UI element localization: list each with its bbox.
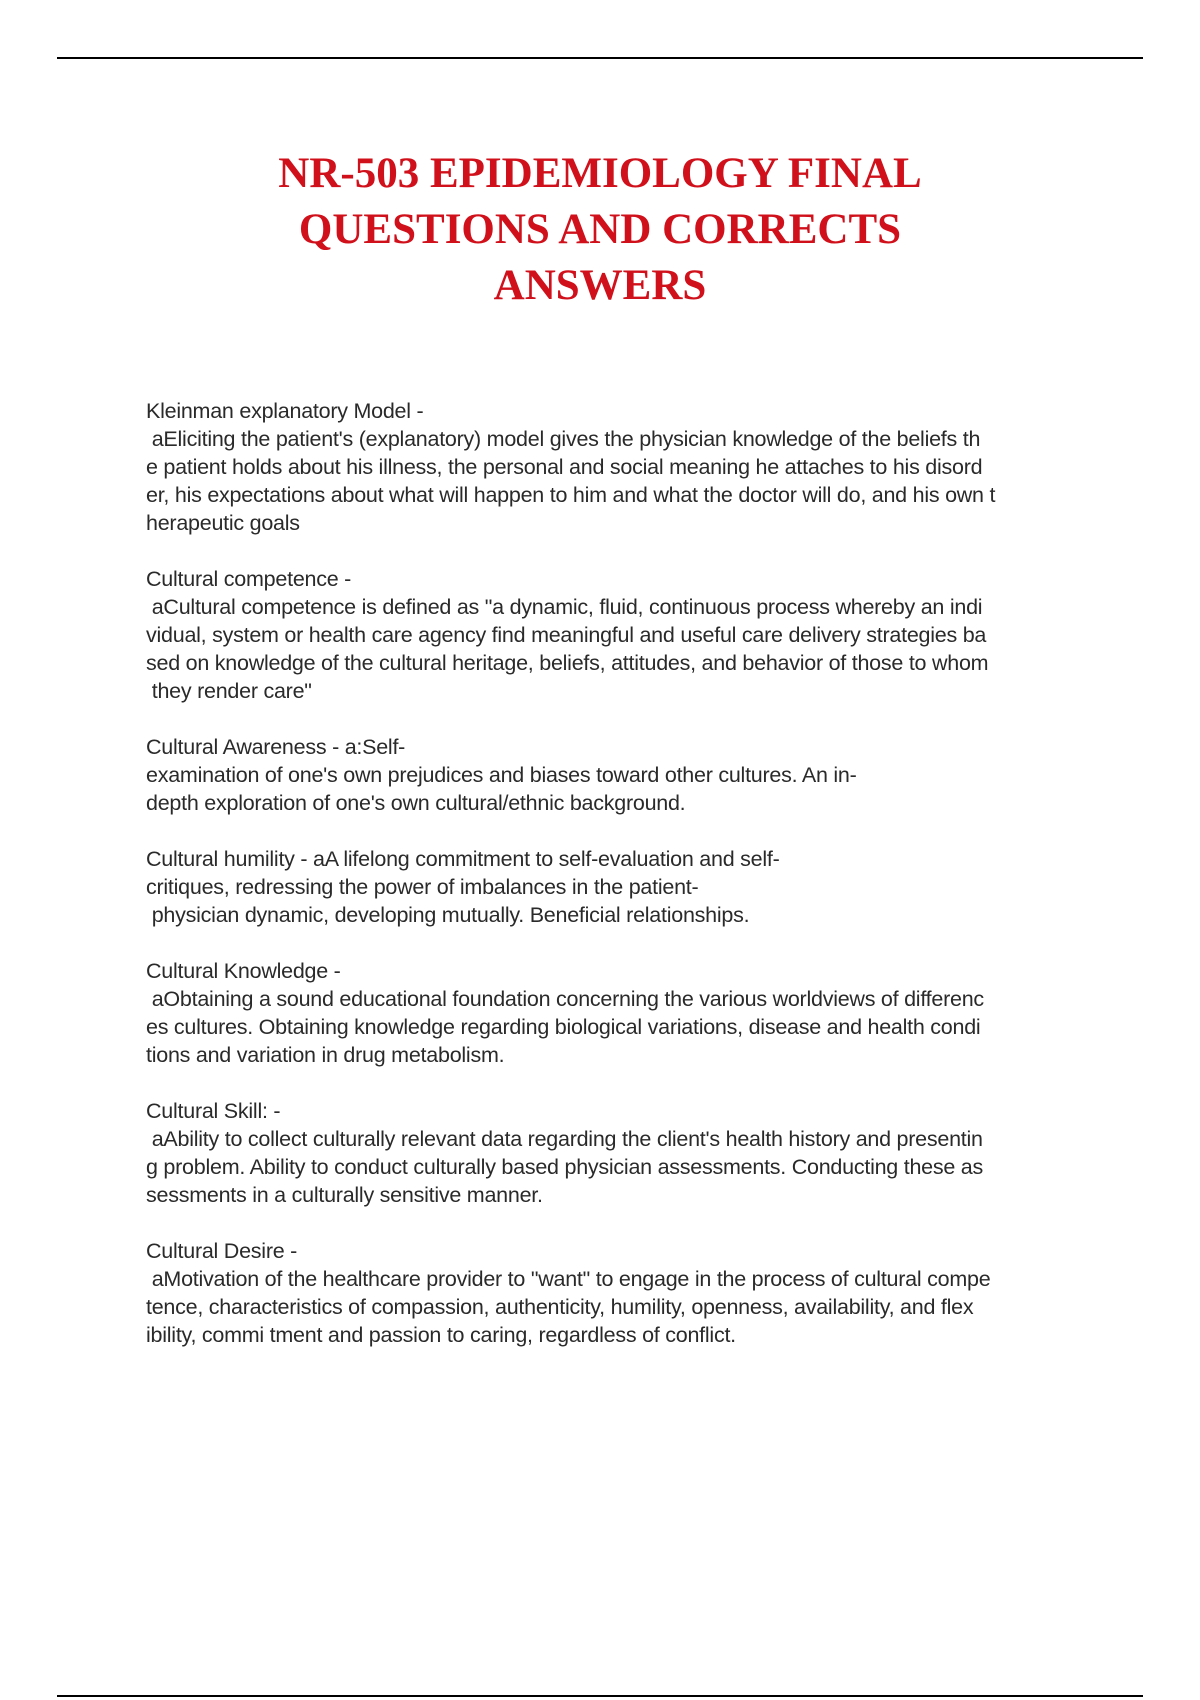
entry-text-line: sessments in a culturally sensitive manner. xyxy=(146,1183,543,1207)
title-line: ANSWERS xyxy=(493,262,707,309)
entry-text-line: physician dynamic, developing mutually. Beneficial relationships. xyxy=(146,903,750,927)
qa-list xyxy=(146,397,1096,1377)
entry-text-line: g problem. Ability to conduct culturally based physician assessments. Conducting these as xyxy=(146,1155,984,1179)
footer-rule xyxy=(57,1695,1143,1697)
entry-text-line: ibility, commi tment and passion to caring, regardless of conflict. xyxy=(146,1323,736,1347)
entry-text-line: er, his expectations about what will happen to him and what the doctor will do, and his own t xyxy=(146,483,996,507)
entry-text-line: e patient holds about his illness, the personal and social meaning he attaches to his disord xyxy=(146,455,983,479)
entry-term: Cultural competence - xyxy=(146,567,352,591)
entry-term: Cultural Desire - xyxy=(146,1239,298,1263)
header-rule xyxy=(57,57,1143,59)
title-line: QUESTIONS AND CORRECTS xyxy=(298,206,902,253)
qa-entry-cultural-knowledge xyxy=(146,957,1096,1069)
title-line: NR-503 EPIDEMIOLOGY FINAL xyxy=(278,150,922,197)
entry-text-line: herapeutic goals xyxy=(146,511,300,535)
qa-entry-cultural-humility xyxy=(146,845,1096,929)
entry-term: Cultural Knowledge - xyxy=(146,959,341,983)
entry-text-line: aAbility to collect culturally relevant data regarding the client's health history and presentin xyxy=(146,1127,983,1151)
entry-text-line: depth exploration of one's own cultural/ethnic background. xyxy=(146,791,686,815)
qa-entry-cultural-desire xyxy=(146,1237,1096,1349)
entry-term: Cultural Awareness - a:Self- xyxy=(146,735,406,759)
entry-text-line: examination of one's own prejudices and biases toward other cultures. An in- xyxy=(146,763,857,787)
qa-entry-kleinman xyxy=(146,397,1096,537)
qa-entry-cultural-awareness xyxy=(146,733,1096,817)
document-title xyxy=(200,146,1000,314)
qa-entry-cultural-competence xyxy=(146,565,1096,705)
entry-term: Kleinman explanatory Model - xyxy=(146,399,424,423)
entry-text-line: they render care" xyxy=(146,679,312,703)
entry-text-line: tions and variation in drug metabolism. xyxy=(146,1043,505,1067)
qa-entry-cultural-skill xyxy=(146,1097,1096,1209)
entry-text-line: aEliciting the patient's (explanatory) model gives the physician knowledge of the beliefs th xyxy=(146,427,981,451)
entry-text-line: aCultural competence is defined as "a dynamic, fluid, continuous process whereby an indi xyxy=(146,595,983,619)
entry-text-line: sed on knowledge of the cultural heritage, beliefs, attitudes, and behavior of those to whom xyxy=(146,651,989,675)
entry-term: Cultural Skill: - xyxy=(146,1099,281,1123)
entry-text-line: vidual, system or health care agency find meaningful and useful care delivery strategies ba xyxy=(146,623,987,647)
entry-text-line: critiques, redressing the power of imbalances in the patient- xyxy=(146,875,699,899)
entry-text-line: aObtaining a sound educational foundation concerning the various worldviews of differenc xyxy=(146,987,984,1011)
entry-text-line: aMotivation of the healthcare provider to "want" to engage in the process of cultural compe xyxy=(146,1267,991,1291)
entry-term: Cultural humility - aA lifelong commitment to self-evaluation and self- xyxy=(146,847,780,871)
entry-text-line: tence, characteristics of compassion, authenticity, humility, openness, availability, and flex xyxy=(146,1295,974,1319)
entry-text-line: es cultures. Obtaining knowledge regarding biological variations, disease and health condi xyxy=(146,1015,981,1039)
